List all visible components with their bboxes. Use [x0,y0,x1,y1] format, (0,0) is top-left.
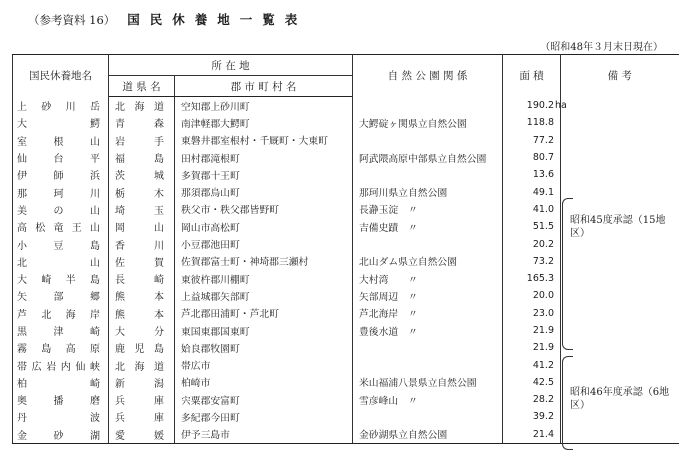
table-row [13,253,679,270]
column-header-name: 国民休養地名 [13,55,109,97]
municipality-cell: 上益城郡矢部町 [175,287,353,304]
municipality-cell: 秩父市・秩父郡皆野町 [175,201,353,218]
name-cell: 丹波 [13,408,109,425]
reference-label: （参考資料 16） [28,13,116,27]
name-cell: 伊師浜 [13,166,109,183]
prefecture-cell: 福島 [109,149,175,166]
area-cell: 165.3 [503,270,561,287]
area-cell: 21.4 [503,426,561,444]
area-cell: 41.2 [503,356,561,373]
note-cell [561,270,679,287]
note-cell [561,183,679,200]
name-cell: 大崎半島 [13,270,109,287]
table-row [13,149,679,166]
park-cell [353,166,503,183]
park-cell [353,235,503,252]
prefecture-cell: 北海道 [109,356,175,373]
table-row [13,97,679,115]
park-cell [353,356,503,373]
name-cell: 那珂川 [13,183,109,200]
park-cell: 雪彦峰山 〃 [353,391,503,408]
name-cell: 金砂湖 [13,426,109,444]
park-cell: 金砂湖県立自然公園 [353,426,503,444]
municipality-cell: 那須郡烏山町 [175,183,353,200]
park-cell [353,408,503,425]
column-header-pref: 道 県 名 [109,76,175,97]
note-cell [561,149,679,166]
park-cell: 阿武隈高原中部県立自然公園 [353,149,503,166]
park-cell: 大村湾 〃 [353,270,503,287]
table-row [13,132,679,149]
note-cell [561,426,679,444]
prefecture-cell: 新潟 [109,374,175,391]
park-cell: 北山ダム県立自然公園 [353,253,503,270]
table-row [13,183,679,200]
table-row [13,322,679,339]
park-cell [353,97,503,115]
note-cell [561,287,679,304]
prefecture-cell: 栃木 [109,183,175,200]
prefecture-cell: 香川 [109,235,175,252]
name-cell: 黒津崎 [13,322,109,339]
table-row [13,426,679,444]
municipality-cell: 田村郡滝根町 [175,149,353,166]
name-cell: 芦北海岸 [13,305,109,322]
note-cell [561,132,679,149]
name-cell: 大鰐 [13,114,109,131]
municipality-cell: 帯広市 [175,356,353,373]
municipality-cell: 姶良郡牧園町 [175,339,353,356]
area-cell: 80.7 [503,149,561,166]
park-cell: 芦北海岸 〃 [353,305,503,322]
area-cell: 21.9 [503,339,561,356]
prefecture-cell: 茨城 [109,166,175,183]
table-row [13,339,679,356]
park-cell: 豊後水道 〃 [353,322,503,339]
name-cell: 矢部郷 [13,287,109,304]
note-cell [561,253,679,270]
municipality-cell: 東彼杵郡川棚町 [175,270,353,287]
park-cell: 長瀞玉淀 〃 [353,201,503,218]
park-cell [353,339,503,356]
note-cell [561,166,679,183]
table-header [13,55,679,97]
prefecture-cell: 鹿児島 [109,339,175,356]
area-cell: 13.6 [503,166,561,183]
area-cell: 77.2 [503,132,561,149]
name-cell: 美の山 [13,201,109,218]
note-cell [561,322,679,339]
municipality-cell: 伊予三島市 [175,426,353,444]
area-cell: 39.2 [503,408,561,425]
prefecture-cell: 埼玉 [109,201,175,218]
name-cell: 上砂川岳 [13,97,109,115]
name-cell: 帯広岩内仙峡 [13,356,109,373]
municipality-cell: 多賀郡十王町 [175,166,353,183]
table-row [13,270,679,287]
name-cell: 仙台平 [13,149,109,166]
note-cell [561,339,679,356]
municipality-cell: 南津軽郡大鰐町 [175,114,353,131]
column-header-location: 所 在 地 [109,55,353,76]
name-cell: 霧島高原 [13,339,109,356]
name-cell: 室根山 [13,132,109,149]
prefecture-cell: 岡山 [109,218,175,235]
prefecture-cell: 北海道 [109,97,175,115]
group-note-1: 昭和45度承認（15地区） [570,215,666,239]
municipality-cell: 佐賀郡富士町・神埼郡三瀬村 [175,253,353,270]
park-cell: 大鰐碇ヶ関県立自然公園 [353,114,503,131]
note-cell [561,305,679,322]
area-cell: 190.2 ha [503,97,561,115]
as-of-date: （昭和48年３月末日現在） [540,42,663,53]
area-cell: 28.2 [503,391,561,408]
park-cell: 米山福浦八景県立自然公園 [353,374,503,391]
name-cell: 北山 [13,253,109,270]
table-row [13,166,679,183]
prefecture-cell: 佐賀 [109,253,175,270]
column-header-park: 自 然 公 園 関 係 [353,55,503,97]
table-row [13,287,679,304]
area-cell: 23.0 [503,305,561,322]
area-cell: 118.8 [503,114,561,131]
area-cell: 20.0 [503,287,561,304]
document-heading [28,10,307,28]
park-cell: 矢部周辺 〃 [353,287,503,304]
table-row [13,356,679,373]
municipality-cell: 柏崎市 [175,374,353,391]
area-cell: 51.5 [503,218,561,235]
prefecture-cell: 大分 [109,322,175,339]
area-unit: ha [555,99,567,111]
park-cell [353,132,503,149]
name-cell: 高松竜王山 [13,218,109,235]
municipality-cell: 宍粟郡安富町 [175,391,353,408]
area-cell: 20.2 [503,235,561,252]
area-cell: 41.0 [503,201,561,218]
area-cell: 42.5 [503,374,561,391]
column-header-area: 面 積 [503,55,561,97]
area-cell: 49.1 [503,183,561,200]
municipality-cell: 空知郡上砂川町 [175,97,353,115]
prefecture-cell: 愛媛 [109,426,175,444]
prefecture-cell: 熊本 [109,287,175,304]
prefecture-cell: 青森 [109,114,175,131]
name-cell: 柏崎 [13,374,109,391]
area-cell: 73.2 [503,253,561,270]
name-cell: 奥播磨 [13,391,109,408]
note-cell [561,97,679,115]
municipality-cell: 多紀郡今田町 [175,408,353,425]
table-row [13,305,679,322]
group-note-2: 昭和46年度承認（6地区） [570,387,670,411]
municipality-cell: 芦北郡田浦町・芦北町 [175,305,353,322]
municipality-cell: 小豆郡池田町 [175,235,353,252]
column-header-note: 備 考 [561,55,679,97]
prefecture-cell: 兵庫 [109,408,175,425]
document-title: 国民休養地一覧表 [127,12,308,27]
prefecture-cell: 長崎 [109,270,175,287]
area-cell: 21.9 [503,322,561,339]
note-cell [561,356,679,373]
park-cell: 那珂川県立自然公園 [353,183,503,200]
municipality-cell: 岡山市高松町 [175,218,353,235]
municipality-cell: 東国東郡国東町 [175,322,353,339]
prefecture-cell: 岩手 [109,132,175,149]
column-header-muni: 郡 市 町 村 名 [175,76,353,97]
municipality-cell: 東磐井郡室根村・千厩町・大東町 [175,132,353,149]
note-cell [561,114,679,131]
name-cell: 小豆島 [13,235,109,252]
park-cell: 吉備史蹟 〃 [353,218,503,235]
prefecture-cell: 兵庫 [109,391,175,408]
table-row [13,114,679,131]
prefecture-cell: 熊本 [109,305,175,322]
